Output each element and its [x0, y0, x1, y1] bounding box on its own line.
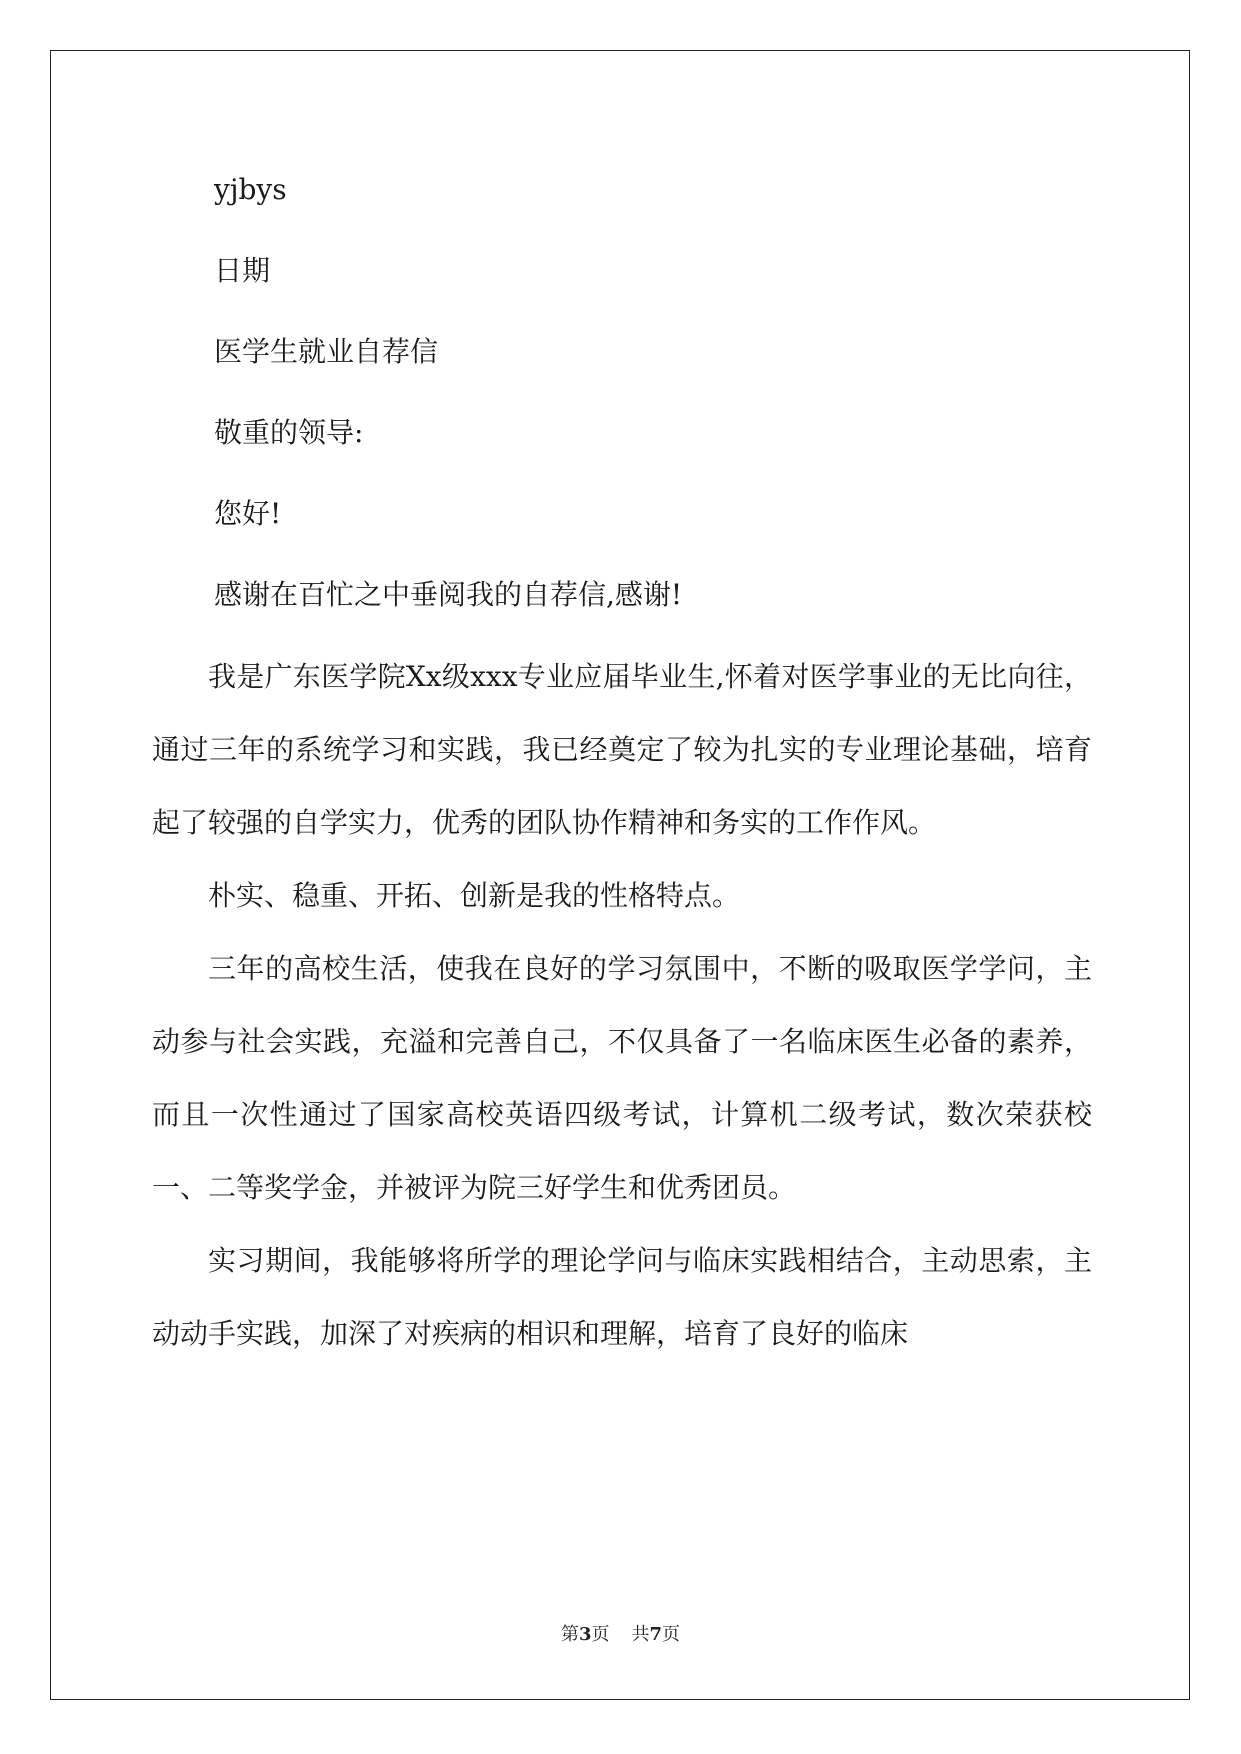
header-line-date: 日期: [214, 254, 271, 287]
paragraph-personality: 朴实、稳重、开拓、创新是我的性格特点。: [208, 879, 741, 912]
page-mid: 页: [591, 1624, 610, 1645]
page-footer: [0, 1620, 1241, 1646]
total-suffix: 页: [662, 1624, 681, 1645]
greeting: 您好!: [214, 497, 282, 530]
page-current: 3: [578, 1624, 592, 1645]
header-line-source: yjbys: [214, 173, 287, 206]
page-prefix: 第: [560, 1624, 579, 1645]
paragraph-introduction: 我是广东医学院Xx级xxx专业应届毕业生,怀着对医学事业的无比向往，通过三年的系统学习和实践，我已经奠定了较为扎实的专业理论基础，培育起了较强的自学实力，优秀的团队协作精神和务实的工作作风。: [152, 660, 1092, 839]
document-body: [152, 168, 1092, 1370]
paragraph-university-life: 三年的高校生活，使我在良好的学习氛围中，不断的吸取医学学问，主动参与社会实践，充溢和完善自己，不仅具备了一名临床医生必备的素养，而且一次性通过了国家高校英语四级考试，计算机二级考试，数次荣获校一、二等奖学金，并被评为院三好学生和优秀团员。: [152, 952, 1092, 1204]
thanks-line: 感谢在百忙之中垂阅我的自荐信,感谢!: [214, 578, 683, 611]
paragraph-internship: 实习期间，我能够将所学的理论学问与临床实践相结合，主动思索，主动动手实践，加深了对疾病的相识和理解，培育了良好的临床: [152, 1244, 1092, 1350]
letter-title: 医学生就业自荐信: [214, 335, 439, 368]
salutation: 敬重的领导:: [214, 416, 364, 449]
page-total: 7: [649, 1624, 663, 1645]
total-prefix: 共: [631, 1624, 650, 1645]
